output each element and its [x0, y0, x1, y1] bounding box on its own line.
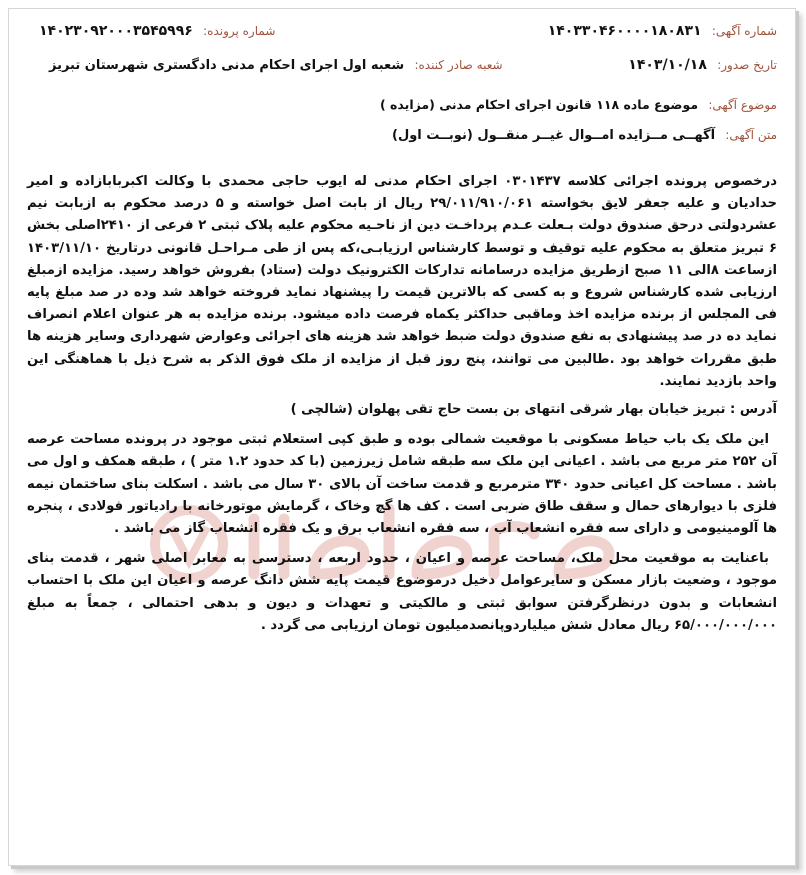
notice-content	[27, 23, 777, 855]
notice-frame	[8, 8, 796, 866]
subject-field	[380, 97, 777, 113]
text-header-field	[392, 127, 777, 143]
text-header-value: آگهــی مــزایده امــوال غیــر منقــول (نوبــت اول)	[392, 128, 716, 143]
case-number-label: شماره پرونده:	[203, 24, 276, 38]
address-line: آدرس : تبریز خیابان بهار شرقی انتهای بن بست حاج تقی پهلوان (شالچی )	[290, 402, 777, 418]
text-header-label: متن آگهی:	[725, 128, 777, 142]
ad-number-field	[548, 23, 777, 39]
case-number-field	[39, 23, 275, 39]
text-header-row	[27, 127, 777, 157]
issuer-label: شعبه صادر کننده:	[414, 58, 503, 72]
body-paragraph-3: باعنایت به موقعیت محل ملک، مساحت عرصه و اعیان ، حدود اربعه ، دسترسی به معابر اصلی شهر ، قدمت بنای موجود ، وضعیت بازار مسکن و سایرعوامل دخیل درموضوع قیمت پایه شش دانگ عرصه و اعیان این ملک با احتساب انشعابات و بدون درنظرگرفتن سوابق ثبتی و مالکیتی و تعهدات و دیون و بدهی احتمالی ، جمعاً به مبلغ ۶۵/۰۰۰/۰۰۰/۰۰۰ ریال معادل شش میلیاردوپانصدمیلیون تومان ارزیابی می گردد .	[27, 551, 777, 633]
subject-row	[27, 97, 777, 127]
ad-number-value: ۱۴۰۳۳۰۴۶۰۰۰۰۱۸۰۸۳۱	[547, 23, 702, 39]
body-paragraph-2: این ملک یک باب حیاط مسکونی با موقعیت شمالی بوده و طبق کپی استعلام ثبتی موجود در پرونده مساحت عرصه آن ۲۵۲ متر مربع می باشد . اعیانی این ملک سه طبقه شامل زیرزمین (با کد حدود ۱.۲ متر ) ، طبقه همکف و اول می باشد . مساحت کل اعیانی حدود ۳۴۰ مترمربع و قدمت ساخت آن بالای ۳۰ سال می باشد . اسکلت بنای ساختمان نیمه فلزی با دیوارهای حمال و سقف طاق ضربی است . کف ها گچ وخاک ، گرمایش موتورخانه با رادیاتور فولادی ، پنجره ها آلومینیومی و دارای سه فقره انشعاب آب ، سه فقره انشعاب برق و یک فقره انشعاب گاز می باشد .	[27, 432, 777, 537]
issue-date-field	[628, 57, 777, 73]
header-row-2	[27, 57, 777, 87]
subject-value: موضوع ماده ۱۱۸ قانون اجرای احکام مدنی (مزایده )	[379, 97, 699, 112]
header-row-1	[27, 23, 777, 53]
issue-date-label: تاریخ صدور:	[717, 58, 777, 72]
case-number-value: ۱۴۰۲۳۰۹۲۰۰۰۳۵۴۵۹۹۶	[39, 23, 193, 39]
issuer-field	[49, 57, 503, 73]
issuer-value: شعبه اول اجرای احکام مدنی دادگستری شهرستان تبریز	[49, 58, 405, 73]
subject-label: موضوع آگهی:	[708, 98, 777, 112]
body-paragraph-1: درخصوص پرونده اجرائی کلاسه ۰۳۰۱۴۳۷ اجرای احکام مدنی له ایوب حاجی محمدی با وکالت اکبربابازاده و امیر حدادیان و علیه جعفر لایق بخواسته ۲۹/۰۱۱/۹۱۰/۰۶۱ ریال از بابت اصل خواسته و ۵ درصد محکوم به ازبابت نیم عشردولتی درحق صندوق دولت بـعلت عـدم پرداخـت دین از ناحـیه محکوم علیه پلاک ثبتی ۲ فرعی از ۲۴۱۰اصلی بخش ۶ تبریز متعلق به محکوم علیه توقیف و توسط کارشناس ارزیابـی،که پس از طی مـراحـل قانونی درتاریخ ۱۴۰۳/۱۱/۱۰ ازساعت ۸الی ۱۱ صبح ازطریق مزایده درسامانه تدارکات الکترونیک دولت (ستاد) بفروش خواهد رسید. مزایده ازمبلغ ارزیابی شده کارشناس شروع و به کسی که بالاترین قیمت را پیشنهاد نماید فروخته خواهد شد وده در صد مبلغ پایه فی المجلس از برنده مزایده اخذ وماقبی حداکثر یکماه فرصت داده میشود. برنده مزایده به هر عنوان اعلام انصراف نماید ده در صد پیشنهادی به نفع صندوق دولت ضبط خواهد شد هزینه های اجرائی وعوارض شهرداری وسایر هزینه ها طبق مقررات خواهد بود .طالبین می توانند، پنج روز قبل از مزایده از ملک فوق الذکر به شرح ذیل با هماهنگی این واحد بازدید نمایند.	[27, 174, 778, 389]
issue-date-value: ۱۴۰۳/۱۰/۱۸	[628, 57, 707, 73]
ad-number-label: شماره آگهی:	[711, 24, 777, 38]
